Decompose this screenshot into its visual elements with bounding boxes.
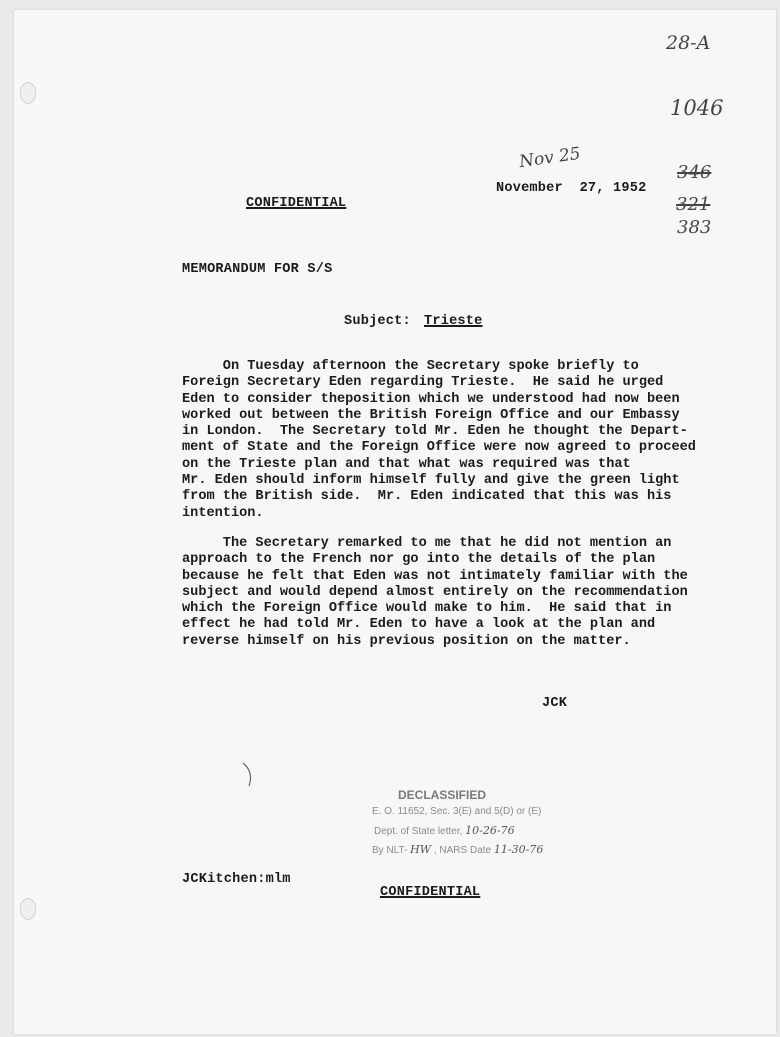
memo-recipient: MEMORANDUM FOR S/S bbox=[182, 262, 333, 277]
subject-value: Trieste bbox=[424, 314, 483, 329]
paragraph-1-line: Mr. Eden should inform himself fully and give the green light bbox=[182, 473, 680, 489]
pen-mark bbox=[240, 760, 260, 790]
declassified-by-initials: HW bbox=[410, 843, 432, 856]
paragraph-1-line: Eden to consider theposition which we understood had now been bbox=[182, 391, 680, 407]
paragraph-1-line: from the British side. Mr. Eden indicated that this was his bbox=[182, 489, 672, 505]
paragraph-1-line: in London. The Secretary told Mr. Eden he thought the Depart- bbox=[182, 424, 688, 440]
paragraph-2-line: approach to the French nor go into the details of the plan bbox=[182, 552, 656, 568]
declassified-nars-date: 11-30-76 bbox=[493, 843, 544, 856]
margin-note-top-right: 28-A bbox=[666, 32, 711, 54]
paragraph-2-line: The Secretary remarked to me that he did not mention an bbox=[182, 536, 672, 551]
declassified-letter-prefix: Dept. of State letter, bbox=[374, 826, 463, 837]
paragraph-2-line: effect he had told Mr. Eden to have a look at the plan and bbox=[182, 617, 656, 633]
paragraph-2-line: because he felt that Eden was not intimately familiar with the bbox=[182, 568, 688, 584]
declassified-authority: E. O. 11652, Sec. 3(E) and 5(D) or (E) bbox=[372, 806, 542, 817]
paragraph-1-line: Foreign Secretary Eden regarding Trieste. He said he urged bbox=[182, 375, 664, 391]
paragraph-1-line: On Tuesday afternoon the Secretary spoke briefly to bbox=[182, 359, 639, 374]
paragraph-1-line: intention. bbox=[182, 505, 264, 521]
declassified-nars bbox=[372, 843, 543, 856]
punch-hole-top bbox=[20, 82, 36, 104]
subject-label: Subject: bbox=[344, 314, 411, 329]
classification-top: CONFIDENTIAL bbox=[246, 196, 347, 211]
date-stamp-handwritten: Nov 25 bbox=[517, 143, 582, 173]
punch-hole-bottom bbox=[20, 898, 36, 920]
paragraph-1-line: ment of State and the Foreign Office were now agreed to proceed bbox=[182, 440, 696, 456]
declassified-by-prefix: By NLT- bbox=[372, 845, 408, 856]
margin-note-struck-2: 321 bbox=[676, 194, 711, 215]
declassified-letter-date: 10-26-76 bbox=[465, 824, 515, 837]
document-page bbox=[14, 10, 776, 1034]
paragraph-1-line: on the Trieste plan and that what was required was that bbox=[182, 456, 631, 472]
margin-note-struck-1: 346 bbox=[677, 162, 712, 183]
paragraph-2-line: reverse himself on his previous position on the matter. bbox=[182, 633, 631, 649]
classification-bottom: CONFIDENTIAL bbox=[380, 885, 481, 900]
declassified-title: DECLASSIFIED bbox=[398, 788, 487, 802]
document-date: November 27, 1952 bbox=[496, 181, 647, 196]
paragraph-2 bbox=[182, 536, 722, 650]
author-initials: JCK bbox=[542, 696, 568, 711]
margin-note-3: 383 bbox=[677, 217, 712, 238]
paragraph-2-line: subject and would depend almost entirely on the recommendation bbox=[182, 584, 688, 600]
declassified-letter bbox=[374, 824, 515, 837]
margin-note-number: 1046 bbox=[670, 96, 724, 120]
paragraph-1 bbox=[182, 359, 722, 522]
reference-initials: JCKitchen:mlm bbox=[182, 872, 291, 887]
declassified-nars-label: , NARS Date bbox=[433, 845, 492, 856]
paragraph-1-line: worked out between the British Foreign Office and our Embassy bbox=[182, 407, 680, 423]
paragraph-2-line: which the Foreign Office would make to him. He said that in bbox=[182, 601, 672, 617]
